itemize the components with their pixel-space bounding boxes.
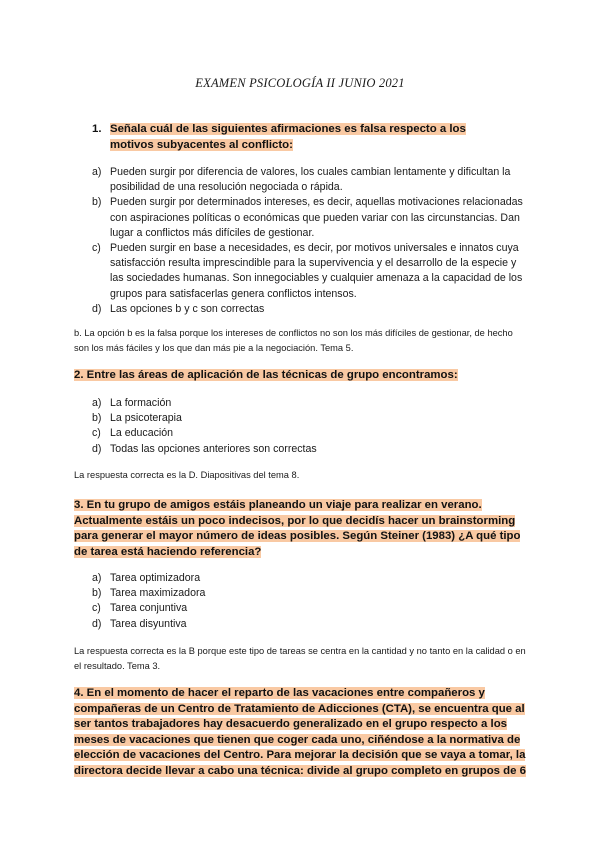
question-2-text: 2. Entre las áreas de aplicación de las técnicas de grupo encontramos: [74, 369, 458, 381]
list-item [92, 411, 524, 426]
list-item [92, 195, 524, 241]
list-item [92, 617, 524, 632]
option-text: La formación [110, 397, 172, 409]
option-text: Todas las opciones anteriores son correctas [110, 442, 317, 455]
question-2-answer: La respuesta correcta es la D. Diapositivas del tema 8. [74, 470, 300, 480]
question-1-options [92, 165, 524, 317]
option-letter: c) [92, 427, 101, 440]
question-1-text: Señala cuál de las siguientes afirmaciones es falsa respecto a los motivos subyacentes al conflicto: [110, 123, 466, 151]
option-text: Tarea optimizadora [110, 572, 201, 584]
option-letter: c) [92, 602, 101, 615]
list-item [92, 586, 524, 601]
option-letter: b) [92, 412, 102, 425]
question-4 [74, 686, 529, 780]
option-text: La psicoterapia [110, 412, 182, 425]
question-4-text: 4. En el momento de hacer el reparto de las vacaciones entre compañeros y compañeras de un Centro de Tratamiento de Adicciones (CTA), se encuentra que al ser tantos trabajadores hay desacuerdo generalizado en el grupo respecto a los meses de vacaciones que tienen que coger cada uno, ciñéndose a la normativa de elección de vacaciones del Centro. Para mejorar la decisión que se vaya a tomar, la directora decide llevar a cabo una técnica: divide al grupo completo en grupos de 6 [74, 687, 526, 777]
question-3 [74, 498, 529, 560]
option-text: Pueden surgir por diferencia de valores, los cuales cambian lentamente y dificultan la posibilidad de una resolución negociada o rápida. [110, 166, 511, 194]
option-text: La educación [110, 427, 174, 440]
option-text: Tarea conjuntiva [110, 602, 188, 615]
list-item [92, 426, 524, 441]
page-title: EXAMEN PSICOLOGÍA II JUNIO 2021 [195, 76, 405, 90]
list-item [92, 442, 524, 457]
list-item [92, 571, 524, 586]
option-letter: a) [92, 397, 102, 409]
option-letter: a) [92, 166, 102, 178]
question-3-options [92, 571, 524, 632]
option-letter: b) [92, 587, 102, 600]
option-letter: a) [92, 572, 102, 584]
option-letter: b) [92, 196, 102, 209]
question-1 [92, 122, 512, 153]
option-letter: c) [92, 242, 101, 255]
option-text: Pueden surgir en base a necesidades, es decir, por motivos universales e innatos cuya satisfacción resulta imprescindible para la supervivencia y el desarrollo de la especie y las sociedades humanas. Son innegociables y cualquier amenaza a la capacidad de los grupos para satisfacerlas genera conflictos intensos. [110, 242, 523, 300]
list-item [92, 396, 524, 411]
question-1-answer: b. La opción b es la falsa porque los intereses de conflictos no son los más difíciles de gestionar, de hecho son los más fáciles y los que dan más pie a la negociación. Tema 5. [74, 328, 513, 354]
list-item [92, 302, 524, 317]
question-1-number: 1. [92, 123, 102, 135]
option-text: Tarea disyuntiva [110, 617, 187, 630]
question-3-text: 3. En tu grupo de amigos estáis planeando un viaje para realizar en verano. Actualmente estáis un poco indecisos, por lo que decidís hacer un brainstorming para generar el mayor número de ideas posibles. Según Steiner (1983) ¿A qué tipo de tarea está haciendo referencia? [74, 499, 521, 558]
question-2-options [92, 396, 524, 457]
list-item [92, 601, 524, 616]
option-text: Pueden surgir por determinados intereses, es decir, aquellas motivaciones relacionadas con aspiraciones políticas o económicas que pueden variar con las circunstancias. Dan lugar a conflictos más difíciles de gestionar. [110, 196, 523, 239]
option-text: Tarea maximizadora [110, 587, 206, 600]
option-letter: d) [92, 442, 102, 455]
list-item [92, 165, 524, 195]
option-letter: d) [92, 302, 102, 315]
option-letter: d) [92, 617, 102, 630]
question-3-answer: La respuesta correcta es la B porque este tipo de tareas se centra en la cantidad y no tanto en la calidad o en el resultado. Tema 3. [74, 646, 526, 672]
option-text: Las opciones b y c son correctas [110, 302, 265, 315]
list-item [92, 241, 524, 302]
question-2 [74, 368, 529, 384]
